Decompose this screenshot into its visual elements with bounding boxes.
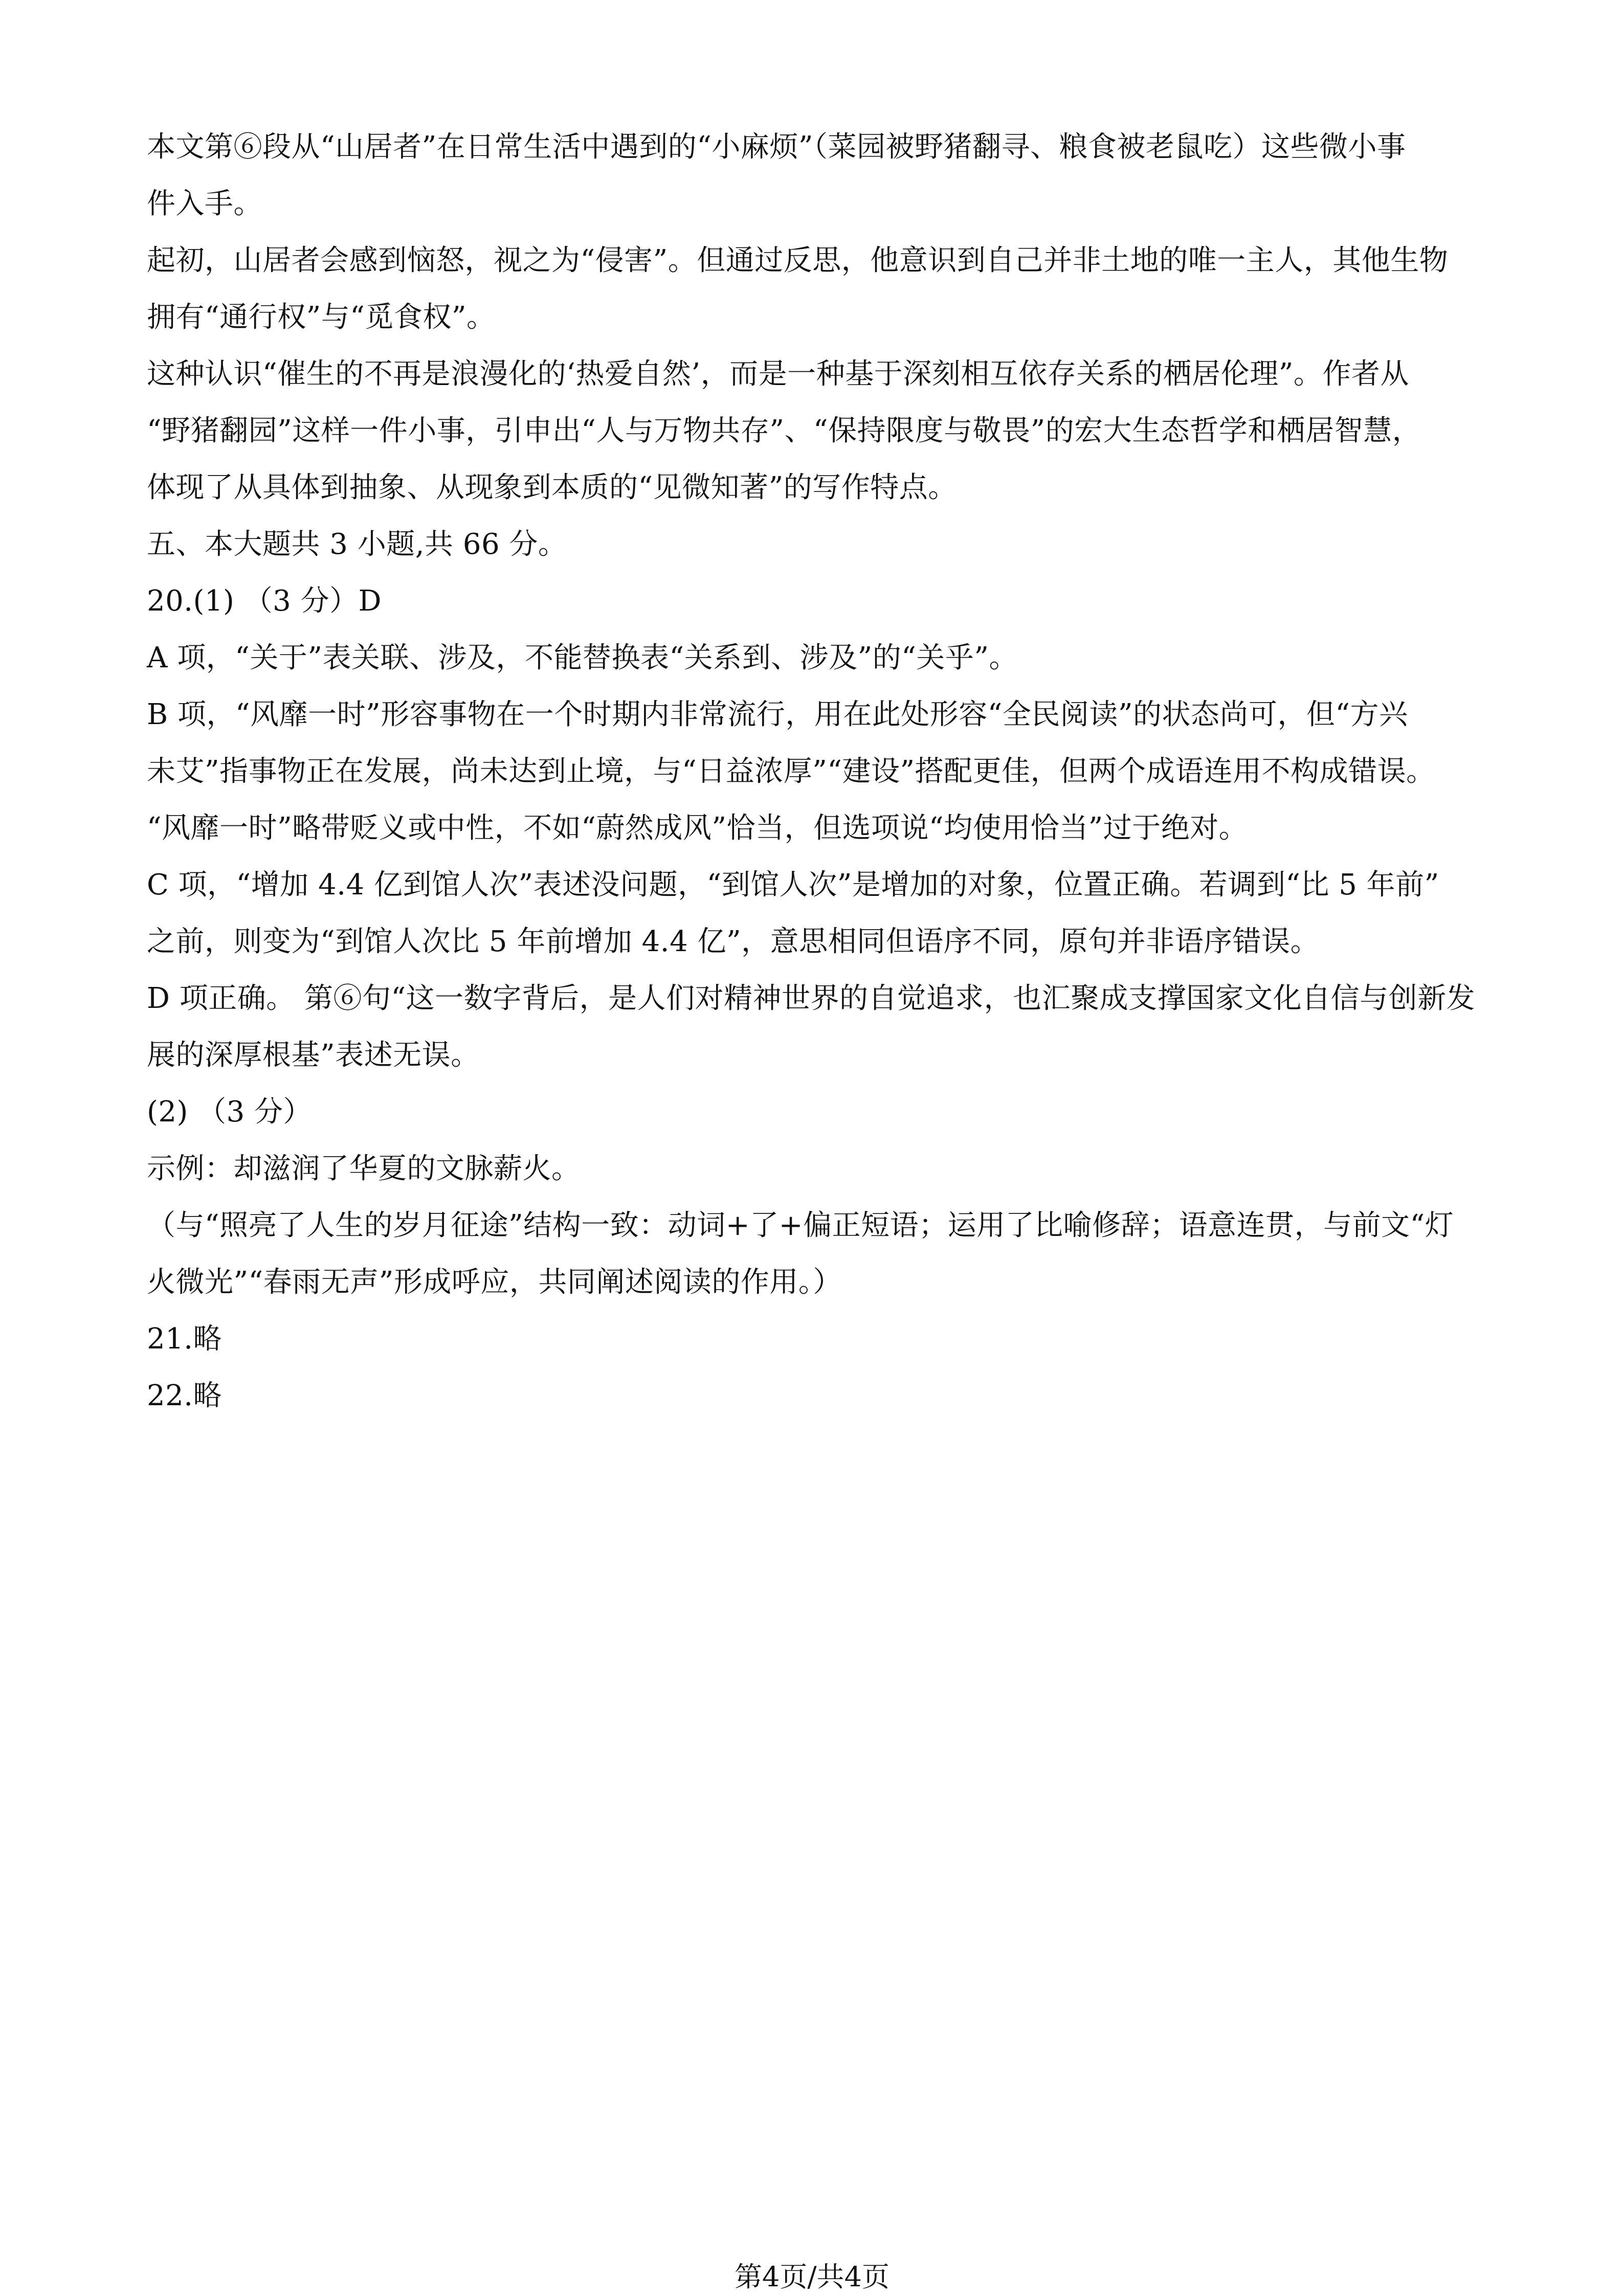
question-21-answer: 21.略 bbox=[147, 1322, 223, 1356]
option-c-explanation: 之前，则变为“到馆人次比 5 年前增加 4.4 亿”，意思相同但语序不同，原句并非语序错误。 bbox=[147, 925, 1320, 958]
text-line: 起初，山居者会感到恼怒，视之为“侵害”。但通过反思，他意识到自己并非土地的唯一主人，其他生物 bbox=[147, 244, 1449, 277]
text-line: “野猪翻园”这样一件小事，引申出“人与万物共存”、“保持限度与敬畏”的宏大生态哲学和栖居智慧， bbox=[147, 414, 1421, 447]
option-d-explanation: 展的深厚根基”表述无误。 bbox=[147, 1039, 480, 1072]
text-line: 体现了从具体到抽象、从现象到本质的“见微知著”的写作特点。 bbox=[147, 471, 957, 504]
example-answer: 示例：却滋润了华夏的文脉薪火。 bbox=[147, 1152, 581, 1185]
option-a-explanation: A 项，“关于”表关联、涉及，不能替换表“关系到、涉及”的“关乎”。 bbox=[147, 641, 1018, 674]
option-b-explanation: 未艾”指事物正在发展，尚未达到止境，与“日益浓厚”“建设”搭配更佳，但两个成语连用不构成错误。 bbox=[147, 755, 1435, 788]
page-number: 第4页/共4页 bbox=[735, 2261, 889, 2293]
text-line: 拥有“通行权”与“觅食权”。 bbox=[147, 301, 496, 334]
answer-text-body bbox=[147, 119, 1482, 1424]
question-20-2-header: (2) （3 分） bbox=[147, 1095, 313, 1129]
option-d-explanation: D 项正确。 第⑥句“这一数字背后，是人们对精神世界的自觉追求，也汇聚成支撑国家文化自信与创新发 bbox=[147, 982, 1476, 1015]
question-22-answer: 22.略 bbox=[147, 1379, 223, 1412]
text-line: 这种认识“催生的不再是浪漫化的‘热爱自然’，而是一种基于深刻相互依存关系的栖居伦理”。作者从 bbox=[147, 357, 1409, 391]
text-line: 本文第⑥段从“山居者”在日常生活中遇到的“小麻烦”（菜园被野猪翻寻、粮食被老鼠吃）这些微小事 bbox=[147, 130, 1406, 164]
text-line: 件入手。 bbox=[147, 187, 262, 220]
example-explanation: 火微光”“春雨无声”形成呼应，共同阐述阅读的作用。） bbox=[147, 1266, 842, 1299]
option-b-explanation: “风靡一时”略带贬义或中性，不如“蔚然成风”恰当，但选项说“均使用恰当”过于绝对。 bbox=[147, 812, 1248, 845]
example-explanation: （与“照亮了人生的岁月征途”结构一致：动词+了+偏正短语；运用了比喻修辞；语意连贯，与前文“灯 bbox=[147, 1209, 1454, 1242]
section-heading: 五、本大题共 3 小题,共 66 分。 bbox=[147, 528, 567, 561]
option-b-explanation: B 项，“风靡一时”形容事物在一个时期内非常流行，用在此处形容“全民阅读”的状态尚可，但“方兴 bbox=[147, 698, 1408, 731]
option-c-explanation: C 项，“增加 4.4 亿到馆人次”表述没问题，“到馆人次”是增加的对象，位置正确。若调到“比 5 年前” bbox=[147, 868, 1439, 902]
question-20-1-header: 20.(1) （3 分）D bbox=[147, 584, 382, 618]
